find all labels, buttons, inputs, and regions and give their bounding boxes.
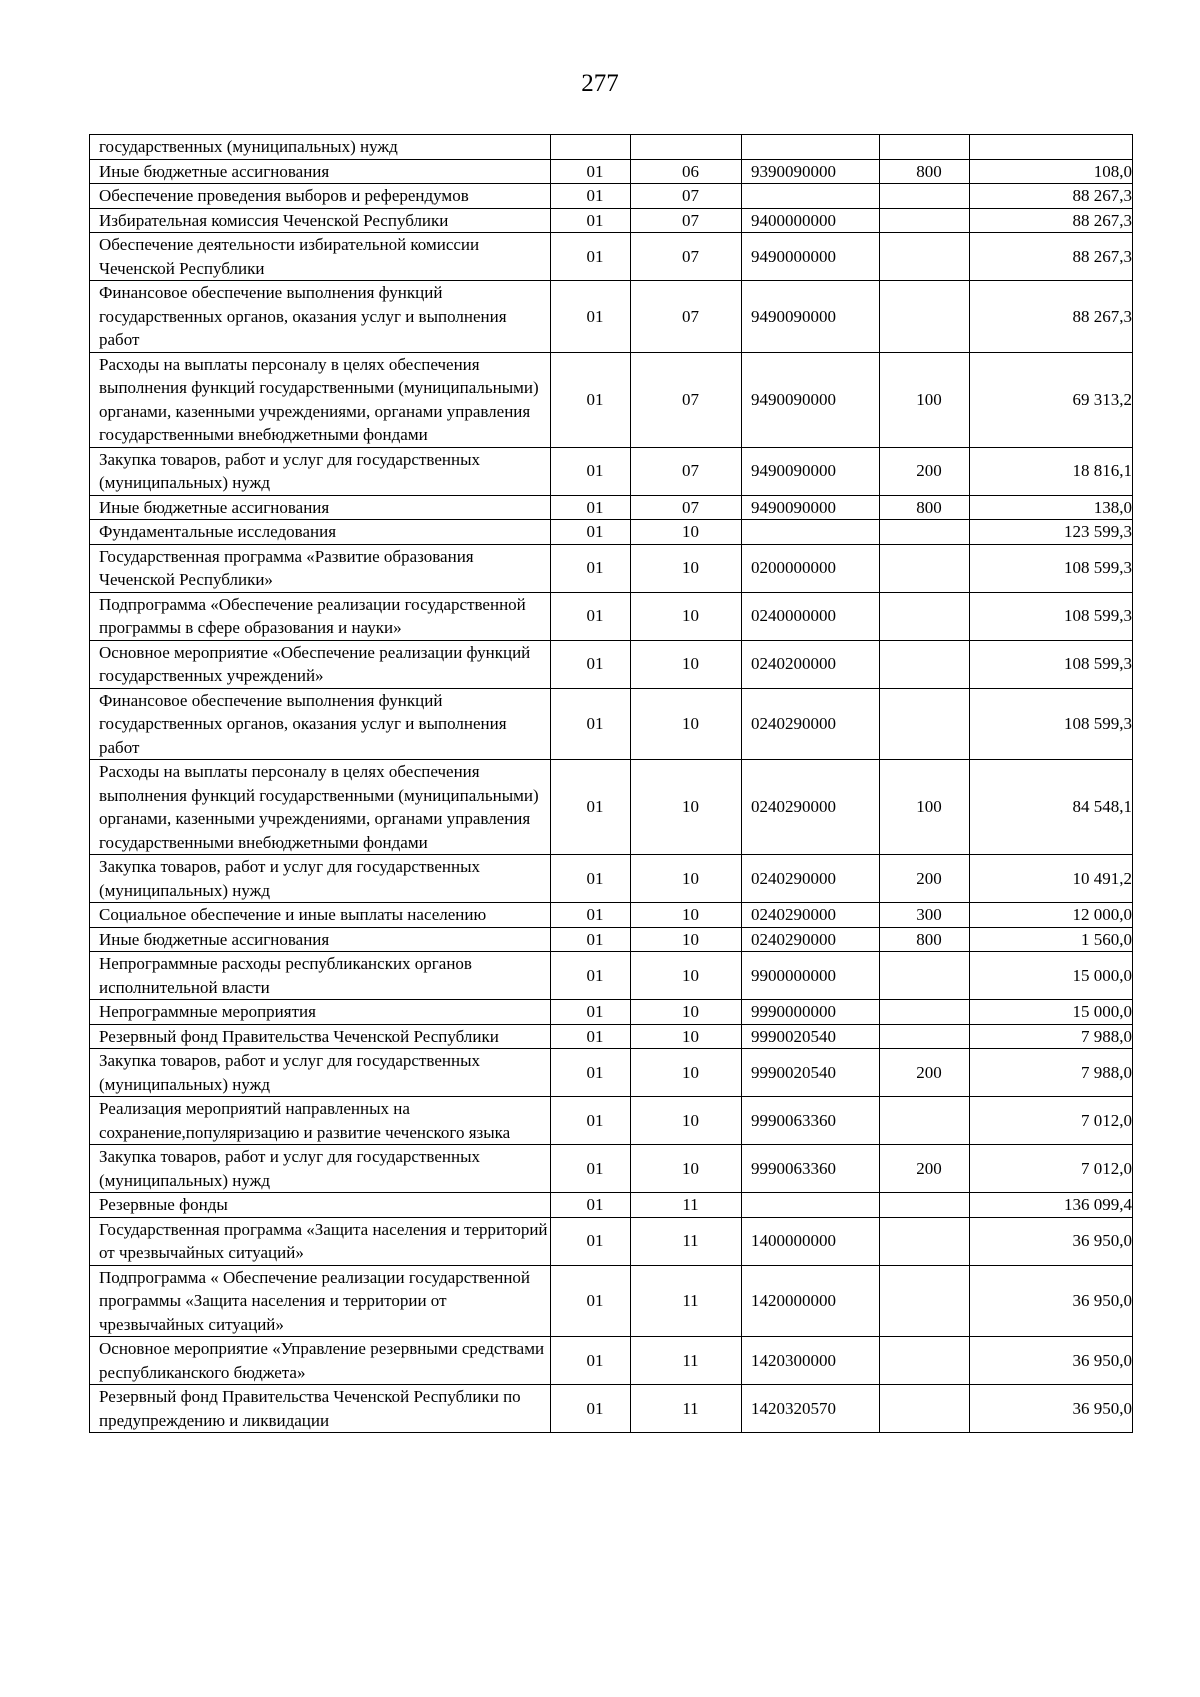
item-name-cell: Иные бюджетные ассигнования [90, 495, 551, 520]
section-code-cell: 01 [551, 1217, 631, 1265]
amount-cell: 108 599,3 [970, 592, 1133, 640]
expense-type-cell: 200 [880, 447, 970, 495]
subsection-code-cell: 10 [631, 1049, 742, 1097]
section-code-cell: 01 [551, 1049, 631, 1097]
subsection-code-cell: 11 [631, 1265, 742, 1337]
expense-type-cell [880, 233, 970, 281]
item-name-cell: Финансовое обеспечение выполнения функций государственных органов, оказания услуг и выполнения работ [90, 281, 551, 353]
expense-type-cell [880, 592, 970, 640]
table-row [90, 1000, 1133, 1025]
target-article-cell [742, 1193, 880, 1218]
target-article-cell: 0240290000 [742, 760, 880, 855]
section-code-cell: 01 [551, 208, 631, 233]
expense-type-cell [880, 1385, 970, 1433]
target-article-cell: 0240290000 [742, 855, 880, 903]
expense-type-cell [880, 281, 970, 353]
expense-type-cell: 200 [880, 855, 970, 903]
table-row [90, 927, 1133, 952]
subsection-code-cell: 07 [631, 208, 742, 233]
target-article-cell: 9990063360 [742, 1097, 880, 1145]
target-article-cell: 9400000000 [742, 208, 880, 233]
target-article-cell: 1420300000 [742, 1337, 880, 1385]
table-row [90, 544, 1133, 592]
target-article-cell: 0240290000 [742, 688, 880, 760]
subsection-code-cell: 10 [631, 855, 742, 903]
expense-type-cell: 800 [880, 495, 970, 520]
section-code-cell: 01 [551, 903, 631, 928]
budget-table-body [90, 135, 1133, 1433]
table-row [90, 1097, 1133, 1145]
section-code-cell: 01 [551, 592, 631, 640]
subsection-code-cell: 10 [631, 640, 742, 688]
table-row [90, 952, 1133, 1000]
subsection-code-cell: 10 [631, 592, 742, 640]
target-article-cell: 0240000000 [742, 592, 880, 640]
section-code-cell: 01 [551, 447, 631, 495]
subsection-code-cell [631, 135, 742, 160]
target-article-cell: 9990020540 [742, 1024, 880, 1049]
expense-type-cell [880, 1193, 970, 1218]
expense-type-cell [880, 1097, 970, 1145]
subsection-code-cell: 10 [631, 520, 742, 545]
section-code-cell: 01 [551, 1097, 631, 1145]
table-row [90, 208, 1133, 233]
target-article-cell: 9390090000 [742, 159, 880, 184]
target-article-cell: 0240290000 [742, 927, 880, 952]
subsection-code-cell: 07 [631, 352, 742, 447]
item-name-cell: Непрограммные расходы республиканских органов исполнительной власти [90, 952, 551, 1000]
subsection-code-cell: 11 [631, 1385, 742, 1433]
amount-cell: 7 988,0 [970, 1024, 1133, 1049]
item-name-cell: Расходы на выплаты персоналу в целях обеспечения выполнения функций государственными (муниципальными) органами, казенными учреждениями, органами управления государственными внебюджетными фондами [90, 760, 551, 855]
table-row [90, 1385, 1133, 1433]
table-row [90, 1024, 1133, 1049]
item-name-cell: Резервный фонд Правительства Чеченской Республики [90, 1024, 551, 1049]
table-row [90, 592, 1133, 640]
amount-cell: 108,0 [970, 159, 1133, 184]
table-row [90, 184, 1133, 209]
amount-cell: 84 548,1 [970, 760, 1133, 855]
subsection-code-cell: 07 [631, 233, 742, 281]
amount-cell [970, 135, 1133, 160]
section-code-cell: 01 [551, 495, 631, 520]
table-row [90, 1265, 1133, 1337]
item-name-cell: Иные бюджетные ассигнования [90, 159, 551, 184]
table-row [90, 1217, 1133, 1265]
item-name-cell: Резервный фонд Правительства Чеченской Республики по предупреждению и ликвидации [90, 1385, 551, 1433]
subsection-code-cell: 10 [631, 1000, 742, 1025]
target-article-cell [742, 184, 880, 209]
item-name-cell: государственных (муниципальных) нужд [90, 135, 551, 160]
amount-cell: 12 000,0 [970, 903, 1133, 928]
section-code-cell: 01 [551, 544, 631, 592]
amount-cell: 18 816,1 [970, 447, 1133, 495]
item-name-cell: Государственная программа «Развитие образования Чеченской Республики» [90, 544, 551, 592]
target-article-cell: 9900000000 [742, 952, 880, 1000]
expense-type-cell [880, 1337, 970, 1385]
expense-type-cell [880, 1024, 970, 1049]
amount-cell: 123 599,3 [970, 520, 1133, 545]
target-article-cell: 9490090000 [742, 281, 880, 353]
section-code-cell: 01 [551, 1024, 631, 1049]
table-row [90, 281, 1133, 353]
subsection-code-cell: 10 [631, 927, 742, 952]
amount-cell: 7 988,0 [970, 1049, 1133, 1097]
amount-cell: 136 099,4 [970, 1193, 1133, 1218]
section-code-cell: 01 [551, 640, 631, 688]
amount-cell: 108 599,3 [970, 688, 1133, 760]
target-article-cell: 0240290000 [742, 903, 880, 928]
subsection-code-cell: 10 [631, 1097, 742, 1145]
subsection-code-cell: 10 [631, 952, 742, 1000]
target-article-cell: 0200000000 [742, 544, 880, 592]
section-code-cell: 01 [551, 1385, 631, 1433]
expense-type-cell: 800 [880, 159, 970, 184]
table-row [90, 688, 1133, 760]
amount-cell: 36 950,0 [970, 1385, 1133, 1433]
expense-type-cell [880, 1265, 970, 1337]
page-number: 277 [581, 70, 619, 97]
amount-cell: 88 267,3 [970, 184, 1133, 209]
subsection-code-cell: 11 [631, 1337, 742, 1385]
table-row [90, 135, 1133, 160]
expense-type-cell [880, 952, 970, 1000]
amount-cell: 88 267,3 [970, 208, 1133, 233]
amount-cell: 10 491,2 [970, 855, 1133, 903]
target-article-cell: 9490000000 [742, 233, 880, 281]
target-article-cell: 9490090000 [742, 495, 880, 520]
section-code-cell: 01 [551, 184, 631, 209]
expense-type-cell: 100 [880, 760, 970, 855]
section-code-cell [551, 135, 631, 160]
item-name-cell: Реализация мероприятий направленных на сохранение,популяризацию и развитие чеченского языка [90, 1097, 551, 1145]
item-name-cell: Социальное обеспечение и иные выплаты населению [90, 903, 551, 928]
amount-cell: 15 000,0 [970, 1000, 1133, 1025]
target-article-cell: 1400000000 [742, 1217, 880, 1265]
table-row [90, 447, 1133, 495]
table-row [90, 1049, 1133, 1097]
expense-type-cell [880, 544, 970, 592]
amount-cell: 88 267,3 [970, 233, 1133, 281]
item-name-cell: Государственная программа «Защита населения и территорий от чрезвычайных ситуаций» [90, 1217, 551, 1265]
item-name-cell: Резервные фонды [90, 1193, 551, 1218]
table-row [90, 1193, 1133, 1218]
item-name-cell: Обеспечение деятельности избирательной комиссии Чеченской Республики [90, 233, 551, 281]
expense-type-cell [880, 640, 970, 688]
amount-cell: 36 950,0 [970, 1265, 1133, 1337]
table-row [90, 903, 1133, 928]
expense-type-cell [880, 1000, 970, 1025]
subsection-code-cell: 10 [631, 760, 742, 855]
expense-type-cell [880, 520, 970, 545]
amount-cell: 36 950,0 [970, 1337, 1133, 1385]
amount-cell: 88 267,3 [970, 281, 1133, 353]
section-code-cell: 01 [551, 1145, 631, 1193]
expense-type-cell: 800 [880, 927, 970, 952]
section-code-cell: 01 [551, 520, 631, 545]
item-name-cell: Избирательная комиссия Чеченской Республики [90, 208, 551, 233]
subsection-code-cell: 10 [631, 1145, 742, 1193]
section-code-cell: 01 [551, 760, 631, 855]
target-article-cell: 1420000000 [742, 1265, 880, 1337]
section-code-cell: 01 [551, 688, 631, 760]
table-row [90, 520, 1133, 545]
item-name-cell: Непрограммные мероприятия [90, 1000, 551, 1025]
target-article-cell [742, 135, 880, 160]
amount-cell: 108 599,3 [970, 544, 1133, 592]
expense-type-cell [880, 184, 970, 209]
expense-type-cell [880, 135, 970, 160]
table-row [90, 855, 1133, 903]
target-article-cell: 0240200000 [742, 640, 880, 688]
expense-type-cell: 100 [880, 352, 970, 447]
target-article-cell [742, 520, 880, 545]
subsection-code-cell: 07 [631, 495, 742, 520]
budget-table [89, 134, 1133, 1433]
target-article-cell: 9990063360 [742, 1145, 880, 1193]
item-name-cell: Основное мероприятие «Обеспечение реализации функций государственных учреждений» [90, 640, 551, 688]
section-code-cell: 01 [551, 233, 631, 281]
item-name-cell: Расходы на выплаты персоналу в целях обеспечения выполнения функций государственными (муниципальными) органами, казенными учреждениями, органами управления государственными внебюджетными фондами [90, 352, 551, 447]
table-row [90, 159, 1133, 184]
subsection-code-cell: 11 [631, 1217, 742, 1265]
target-article-cell: 9990000000 [742, 1000, 880, 1025]
section-code-cell: 01 [551, 1265, 631, 1337]
table-row [90, 352, 1133, 447]
item-name-cell: Закупка товаров, работ и услуг для государственных (муниципальных) нужд [90, 1145, 551, 1193]
amount-cell: 1 560,0 [970, 927, 1133, 952]
section-code-cell: 01 [551, 927, 631, 952]
section-code-cell: 01 [551, 952, 631, 1000]
item-name-cell: Основное мероприятие «Управление резервными средствами республиканского бюджета» [90, 1337, 551, 1385]
subsection-code-cell: 10 [631, 544, 742, 592]
amount-cell: 15 000,0 [970, 952, 1133, 1000]
section-code-cell: 01 [551, 352, 631, 447]
amount-cell: 36 950,0 [970, 1217, 1133, 1265]
amount-cell: 108 599,3 [970, 640, 1133, 688]
subsection-code-cell: 07 [631, 184, 742, 209]
table-row [90, 1145, 1133, 1193]
table-row [90, 1337, 1133, 1385]
expense-type-cell [880, 688, 970, 760]
section-code-cell: 01 [551, 281, 631, 353]
target-article-cell: 1420320570 [742, 1385, 880, 1433]
subsection-code-cell: 06 [631, 159, 742, 184]
expense-type-cell: 200 [880, 1049, 970, 1097]
expense-type-cell [880, 208, 970, 233]
subsection-code-cell: 10 [631, 1024, 742, 1049]
table-row [90, 495, 1133, 520]
section-code-cell: 01 [551, 855, 631, 903]
amount-cell: 69 313,2 [970, 352, 1133, 447]
table-row [90, 233, 1133, 281]
section-code-cell: 01 [551, 1000, 631, 1025]
item-name-cell: Обеспечение проведения выборов и референдумов [90, 184, 551, 209]
target-article-cell: 9990020540 [742, 1049, 880, 1097]
section-code-cell: 01 [551, 159, 631, 184]
item-name-cell: Закупка товаров, работ и услуг для государственных (муниципальных) нужд [90, 447, 551, 495]
expense-type-cell [880, 1217, 970, 1265]
item-name-cell: Закупка товаров, работ и услуг для государственных (муниципальных) нужд [90, 855, 551, 903]
table-row [90, 640, 1133, 688]
item-name-cell: Подпрограмма « Обеспечение реализации государственной программы «Защита населения и территории от чрезвычайных ситуаций» [90, 1265, 551, 1337]
item-name-cell: Иные бюджетные ассигнования [90, 927, 551, 952]
amount-cell: 7 012,0 [970, 1145, 1133, 1193]
table-row [90, 760, 1133, 855]
item-name-cell: Фундаментальные исследования [90, 520, 551, 545]
section-code-cell: 01 [551, 1193, 631, 1218]
section-code-cell: 01 [551, 1337, 631, 1385]
subsection-code-cell: 07 [631, 447, 742, 495]
amount-cell: 138,0 [970, 495, 1133, 520]
expense-type-cell: 300 [880, 903, 970, 928]
subsection-code-cell: 07 [631, 281, 742, 353]
item-name-cell: Закупка товаров, работ и услуг для государственных (муниципальных) нужд [90, 1049, 551, 1097]
expense-type-cell: 200 [880, 1145, 970, 1193]
target-article-cell: 9490090000 [742, 352, 880, 447]
item-name-cell: Подпрограмма «Обеспечение реализации государственной программы в сфере образования и науки» [90, 592, 551, 640]
subsection-code-cell: 10 [631, 688, 742, 760]
item-name-cell: Финансовое обеспечение выполнения функций государственных органов, оказания услуг и выполнения работ [90, 688, 551, 760]
target-article-cell: 9490090000 [742, 447, 880, 495]
subsection-code-cell: 11 [631, 1193, 742, 1218]
subsection-code-cell: 10 [631, 903, 742, 928]
amount-cell: 7 012,0 [970, 1097, 1133, 1145]
